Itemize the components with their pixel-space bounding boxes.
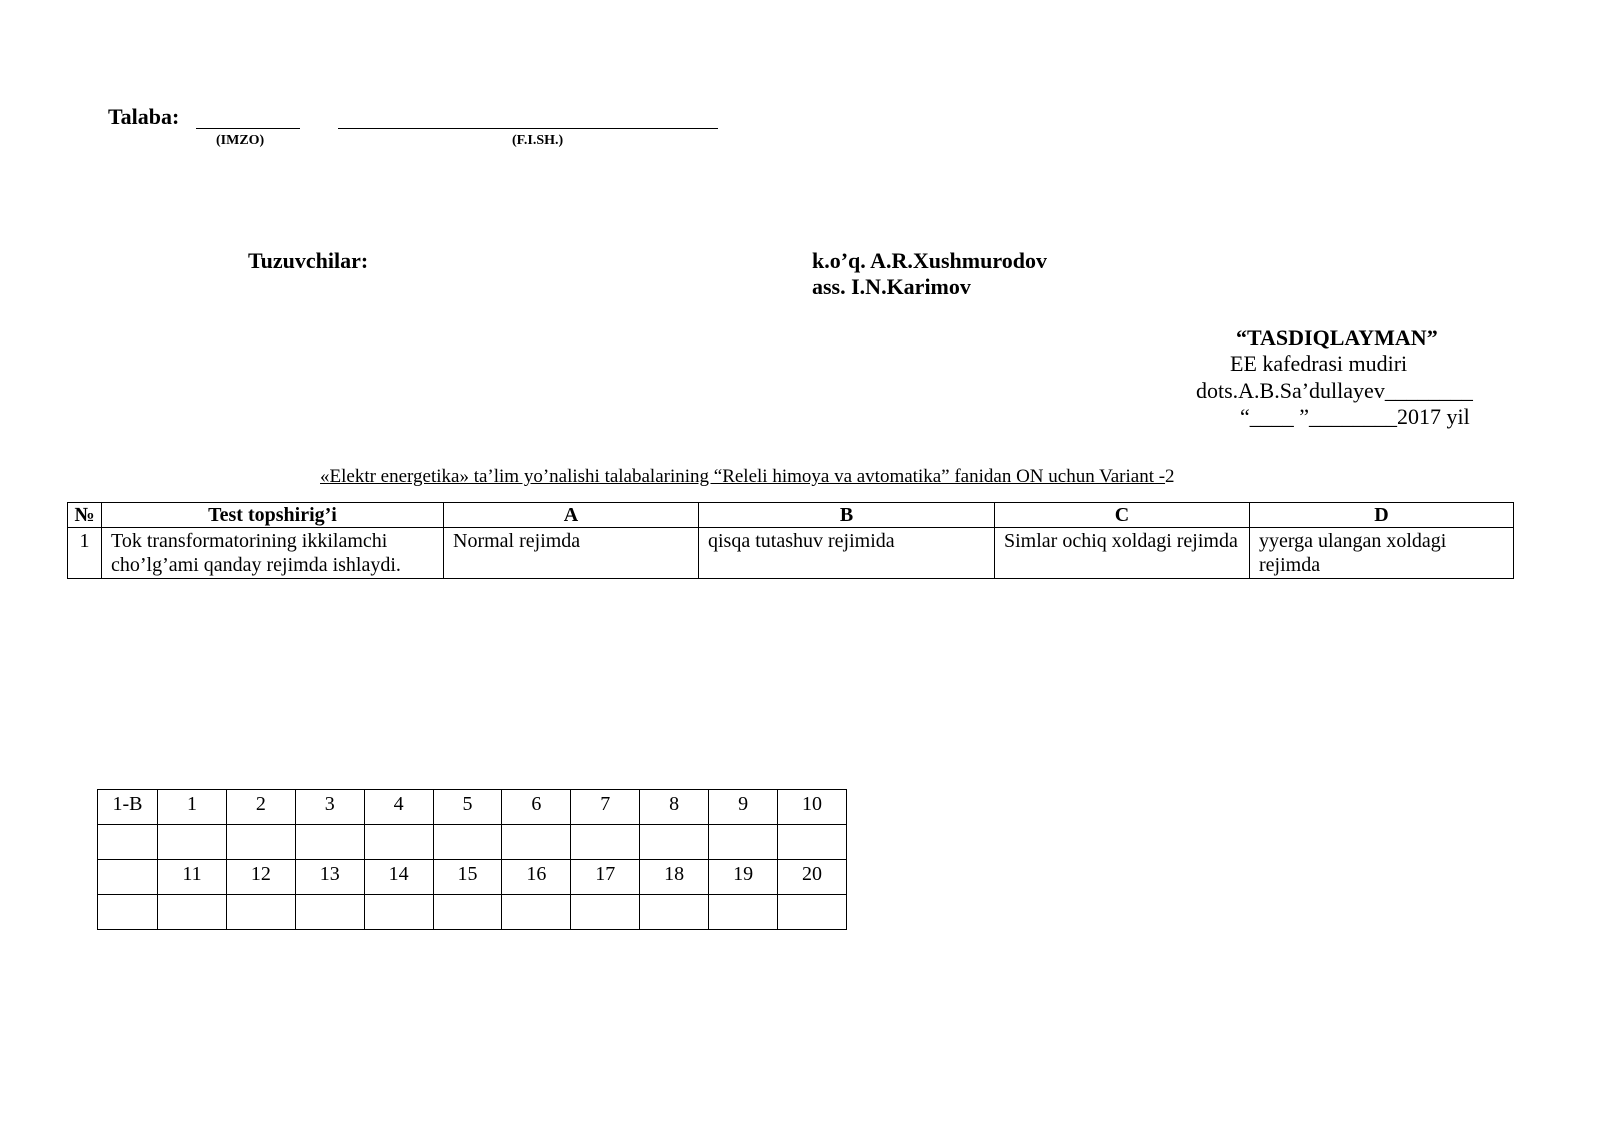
question-number-cell: 11 (158, 860, 227, 895)
option-b: qisqa tutashuv rejimida (699, 528, 995, 579)
answer-cell[interactable] (571, 895, 640, 930)
question-number-cell: 7 (571, 790, 640, 825)
answer-cell[interactable] (571, 825, 640, 860)
question-number-cell: 14 (364, 860, 433, 895)
approval-head: dots.A.B.Sa’dullayev________ (1196, 378, 1473, 403)
question-number-cell: 12 (226, 860, 295, 895)
subject-text: «Elektr energetika» ta’lim yo’nalishi talabalarining “Releli himoya va avtomatika” fanidan ON uchun Variant - (320, 466, 1166, 487)
approval-date: “____ ”________2017 yil (1240, 404, 1470, 429)
answer-cell[interactable] (709, 825, 778, 860)
option-c: Simlar ochiq xoldagi rejimda (995, 528, 1250, 579)
answer-number-row (98, 790, 847, 825)
header-option-a: A (444, 503, 699, 528)
variant-number: 2 (1165, 466, 1175, 487)
full-name-caption: (F.I.SH.) (512, 133, 564, 148)
answer-cell[interactable] (364, 825, 433, 860)
subject-line (320, 466, 1175, 488)
answer-input-row (98, 895, 847, 930)
question-number-cell: 13 (295, 860, 364, 895)
answer-cell[interactable] (502, 825, 571, 860)
answer-cell[interactable] (364, 895, 433, 930)
answer-cell[interactable] (640, 825, 709, 860)
variant-label-cell: 1-B (98, 790, 158, 825)
question-number-cell: 2 (226, 790, 295, 825)
answer-cell[interactable] (640, 895, 709, 930)
header-question: Test topshirig’i (102, 503, 444, 528)
answer-cell[interactable] (709, 895, 778, 930)
full-name-line (338, 128, 718, 129)
header-option-d: D (1250, 503, 1514, 528)
question-number-cell: 1 (158, 790, 227, 825)
answer-cell[interactable] (433, 895, 502, 930)
answer-cell[interactable] (778, 895, 847, 930)
answer-cell[interactable] (226, 825, 295, 860)
approval-department: EE kafedrasi mudiri (1230, 351, 1408, 376)
question-number: 1 (68, 528, 102, 579)
question-number-cell: 16 (502, 860, 571, 895)
answer-cell[interactable] (226, 895, 295, 930)
answer-number-row (98, 860, 847, 895)
question-text: Tok transformatorining ikkilamchi cho’lg’ami qanday rejimda ishlaydi. (102, 528, 444, 579)
header-number: № (68, 503, 102, 528)
answer-grid (97, 789, 847, 930)
signature-caption: (IMZO) (216, 133, 265, 148)
option-a: Normal rejimda (444, 528, 699, 579)
table-row (68, 528, 1514, 579)
question-number-cell: 6 (502, 790, 571, 825)
answer-cell[interactable] (502, 895, 571, 930)
question-number-cell: 20 (778, 860, 847, 895)
answer-cell[interactable] (158, 895, 227, 930)
author-name: ass. I.N.Karimov (812, 274, 971, 299)
question-number-cell: 15 (433, 860, 502, 895)
question-number-cell: 3 (295, 790, 364, 825)
header-option-b: B (699, 503, 995, 528)
option-d: yyerga ulangan xoldagi rejimda (1250, 528, 1514, 579)
table-header-row (68, 503, 1514, 528)
answer-cell[interactable] (778, 825, 847, 860)
answer-cell[interactable] (295, 895, 364, 930)
answer-cell[interactable] (295, 825, 364, 860)
question-number-cell: 8 (640, 790, 709, 825)
question-number-cell: 17 (571, 860, 640, 895)
approval-title: “TASDIQLAYMAN” (1236, 325, 1438, 350)
question-number-cell: 19 (709, 860, 778, 895)
student-label: Talaba: (108, 104, 180, 129)
question-number-cell: 10 (778, 790, 847, 825)
question-number-cell: 4 (364, 790, 433, 825)
question-number-cell: 18 (640, 860, 709, 895)
signature-line (196, 128, 300, 129)
answer-cell[interactable] (158, 825, 227, 860)
authors-label: Tuzuvchilar: (248, 248, 369, 273)
question-number-cell: 9 (709, 790, 778, 825)
answer-cell[interactable] (98, 825, 158, 860)
question-table (67, 502, 1514, 579)
answer-input-row (98, 825, 847, 860)
variant-label-cell (98, 860, 158, 895)
answer-cell[interactable] (433, 825, 502, 860)
author-name: k.o’q. A.R.Xushmurodov (812, 248, 1047, 273)
answer-cell[interactable] (98, 895, 158, 930)
header-option-c: C (995, 503, 1250, 528)
question-number-cell: 5 (433, 790, 502, 825)
